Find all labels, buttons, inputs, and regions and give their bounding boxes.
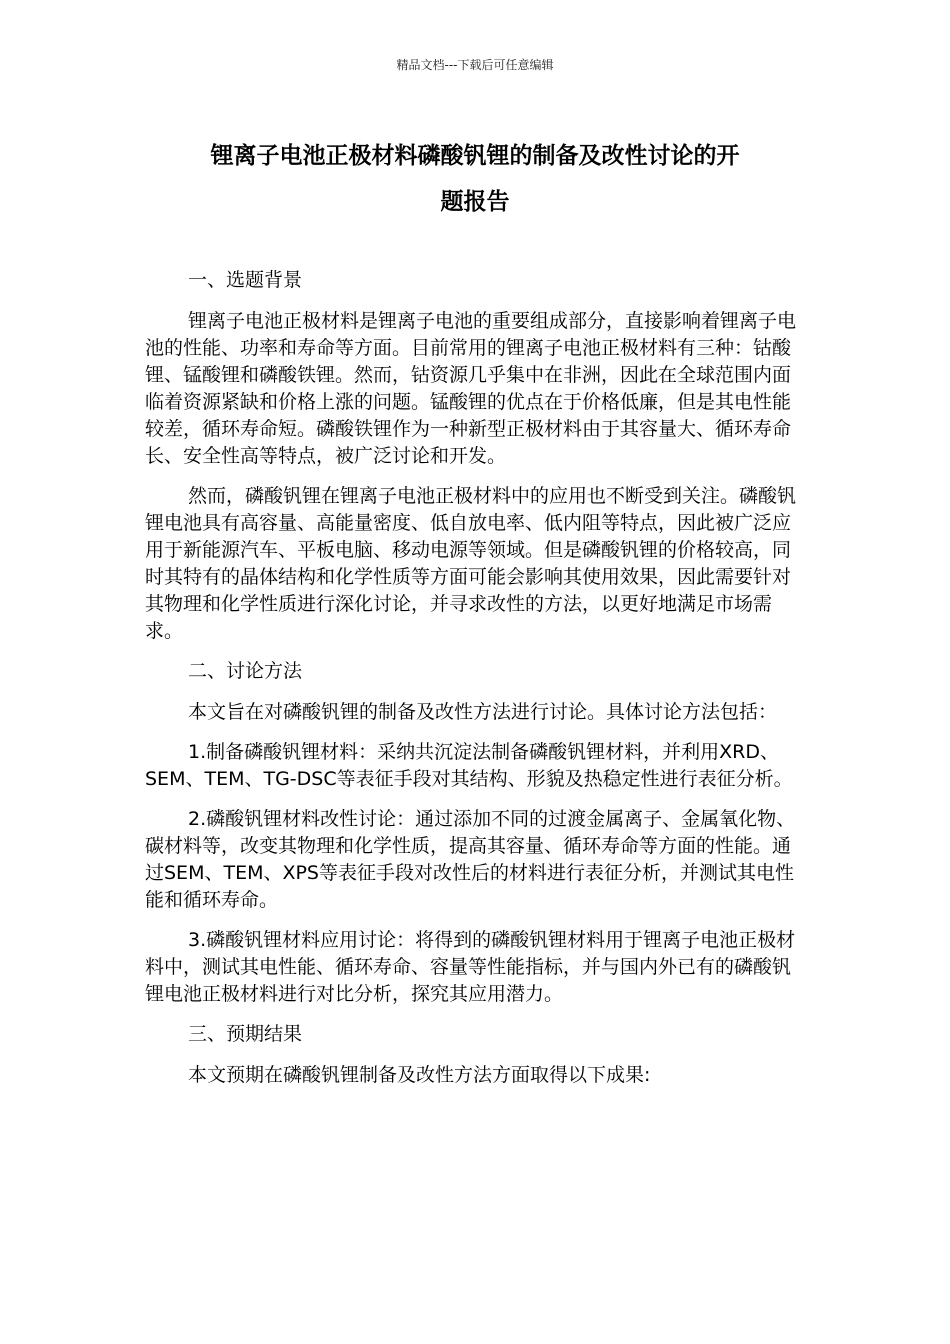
paragraph-results-intro: 本文预期在磷酸钒锂制备及改性方法方面取得以下成果: bbox=[188, 1064, 651, 1086]
paragraph-background-1: 锂离子电池正极材料是锂离子电池的重要组成部分，直接影响着锂离子电池的性能、功率和寿命等方面。目前常用的锂离子电池正极材料有三种：钴酸锂、锰酸锂和磷酸铁锂。然而，钴资源几乎集中在非洲，因此在全球范围内面临着资源紧缺和价格上涨的问题。锰酸锂的优点在于价格低廉，但是其电性能较差，循环寿命短。磷酸铁锂作为一种新型正极材料由于其容量大、循环寿命长、安全性高等特点，被广泛讨论和开发。 bbox=[145, 310, 797, 467]
method-item-2: 2.磷酸钒锂材料改性讨论：通过添加不同的过渡金属离子、金属氧化物、碳材料等，改变其物理和化学性质，提高其容量、循环寿命等方面的性能。通过SEM、TEM、XPS等表征手段对改性后的材料进行表征分析，并测试其电性能和循环寿命。 bbox=[145, 808, 796, 911]
method-item-1: 1.制备磷酸钒锂材料：采纳共沉淀法制备磷酸钒锂材料，并利用XRD、SEM、TEM、TG-DSC等表征手段对其结构、形貌及热稳定性进行表征分析。 bbox=[145, 741, 793, 790]
section-heading-methods: 二、讨论方法 bbox=[188, 660, 303, 682]
page-header: 精品文档---下载后可任意编辑 bbox=[396, 58, 554, 72]
section-heading-background: 一、选题背景 bbox=[188, 269, 303, 291]
title-line-2: 题报告 bbox=[440, 189, 510, 215]
paragraph-background-2: 然而，磷酸钒锂在锂离子电池正极材料中的应用也不断受到关注。磷酸钒锂电池具有高容量、高能量密度、低自放电率、低内阻等特点，因此被广泛应用于新能源汽车、平板电脑、移动电源等领域。但是磷酸钒锂的价格较高，同时其特有的晶体结构和化学性质等方面可能会影响其使用效果，因此需要针对其物理和化学性质进行深化讨论，并寻求改性的方法，以更好地满足市场需求。 bbox=[145, 485, 797, 642]
document-body bbox=[145, 267, 805, 1102]
document-title bbox=[0, 133, 950, 225]
title-line-1: 锂离子电池正极材料磷酸钒锂的制备及改性讨论的开 bbox=[210, 143, 740, 169]
method-item-3: 3.磷酸钒锂材料应用讨论：将得到的磷酸钒锂材料用于锂离子电池正极材料中，测试其电性能、循环寿命、容量等性能指标，并与国内外已有的磷酸钒锂电池正极材料进行对比分析，探究其应用潜力。 bbox=[145, 929, 796, 1005]
paragraph-methods-intro: 本文旨在对磷酸钒锂的制备及改性方法进行讨论。具体讨论方法包括： bbox=[188, 701, 778, 723]
section-heading-results: 三、预期结果 bbox=[188, 1023, 303, 1045]
